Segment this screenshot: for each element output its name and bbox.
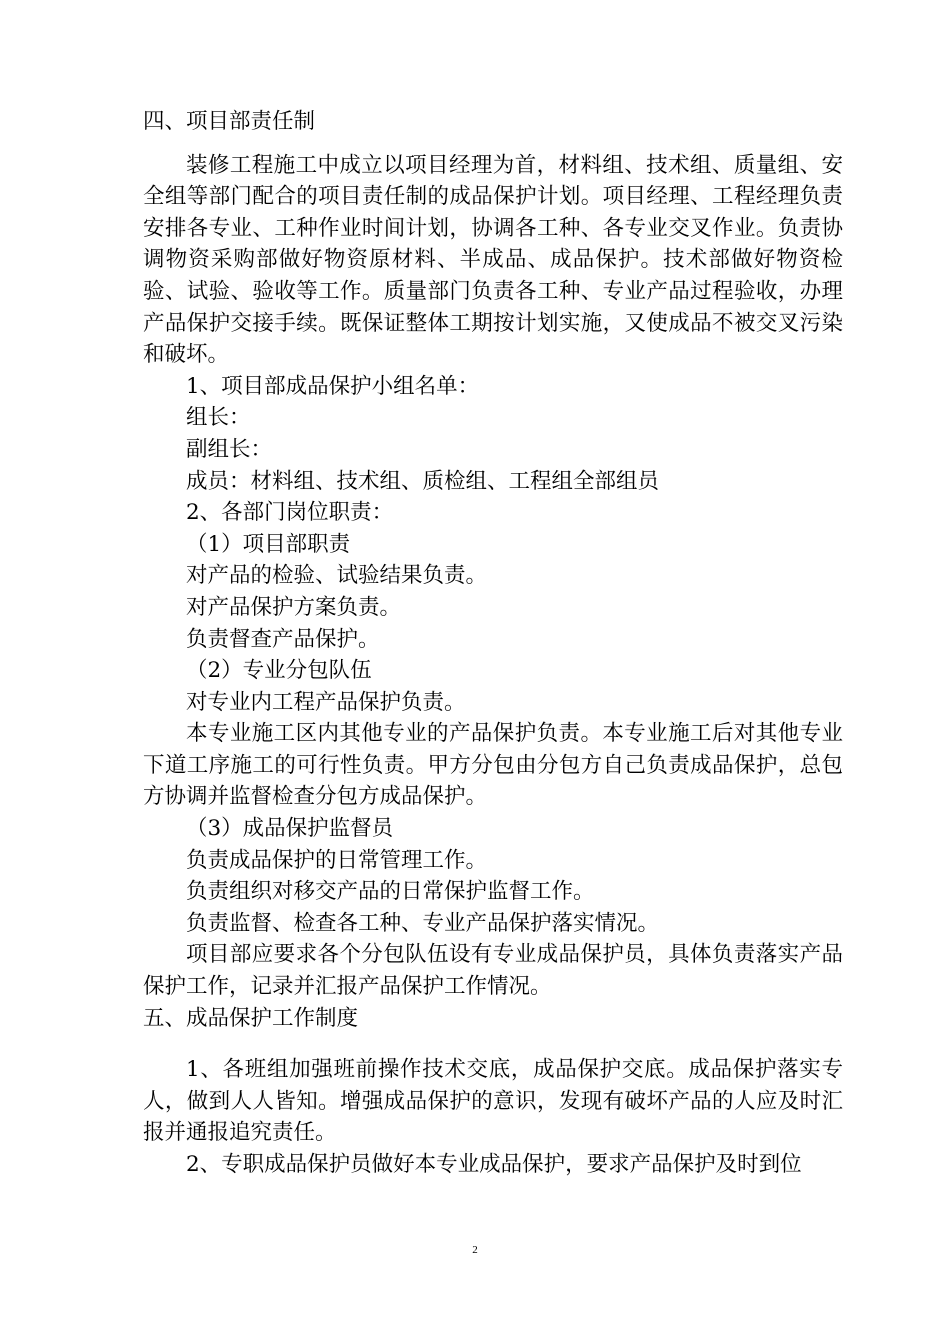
members-line: 成员：材料组、技术组、质检组、工程组全部组员 — [186, 468, 660, 494]
dept-1-duty: 负责督查产品保护。 — [186, 626, 380, 652]
section-4-intro-paragraph: 装修工程施工中成立以项目经理为首，材料组、技术组、质量组、安全组等部门配合的项目责任制的成品保护计划。项目经理、工程经理负责安排各专业、工种作业时间计划，协调各工种、各专业交叉作业。负责协调物资采购部做好物资原材料、半成品、成品保护。技术部做好物资检验、试验、验收等工作。质量部门负责各工种、专业产品过程验收，办理产品保护交接手续。既保证整体工期按计划实施，又使成品不被交叉污染和破坏。 — [143, 152, 843, 368]
dept-2-duty: 对专业内工程产品保护负责。 — [186, 689, 466, 715]
page-number: 2 — [472, 1244, 478, 1256]
group-leader-line: 组长： — [186, 405, 251, 431]
dept-2-duty-paragraph: 本专业施工区内其他专业的产品保护负责。本专业施工后对其他专业下道工序施工的可行性负责。甲方分包由分包方自己负责成品保护，总包方协调并监督检查分包方成品保护。 — [143, 721, 843, 810]
duties-title: 2、各部门岗位职责： — [186, 500, 394, 526]
dept-1-duty: 对产品的检验、试验结果负责。 — [186, 563, 488, 589]
dept-1-title: （1）项目部职责 — [186, 531, 351, 557]
group-list-title: 1、项目部成品保护小组名单： — [186, 373, 480, 399]
dept-3-title: （3）成品保护监督员 — [186, 816, 394, 842]
section-5-item-1: 1、各班组加强班前操作技术交底，成品保护交底。成品保护落实专人，做到人人皆知。增强成品保护的意识，发现有破坏产品的人应及时汇报并通报追究责任。 — [143, 1057, 843, 1146]
section-5-item-2: 2、专职成品保护员做好本专业成品保护，要求产品保护及时到位 — [186, 1152, 802, 1177]
dept-2-title: （2）专业分包队伍 — [186, 658, 372, 684]
dept-3-duty: 负责监督、检查各工种、专业产品保护落实情况。 — [186, 910, 660, 936]
dept-3-duty: 负责组织对移交产品的日常保护监督工作。 — [186, 879, 595, 905]
dept-3-duty: 负责成品保护的日常管理工作。 — [186, 847, 488, 873]
section-4-title: 四、项目部责任制 — [143, 109, 316, 134]
dept-closing-paragraph: 项目部应要求各个分包队伍设有专业成品保护员，具体负责落实产品保护工作，记录并汇报产品保护工作情况。 — [143, 942, 843, 1000]
document-body — [143, 106, 843, 1181]
deputy-leader-line: 副组长： — [186, 436, 273, 462]
dept-1-duty: 对产品保护方案负责。 — [186, 594, 402, 620]
section-5-title: 五、成品保护工作制度 — [143, 1005, 359, 1031]
